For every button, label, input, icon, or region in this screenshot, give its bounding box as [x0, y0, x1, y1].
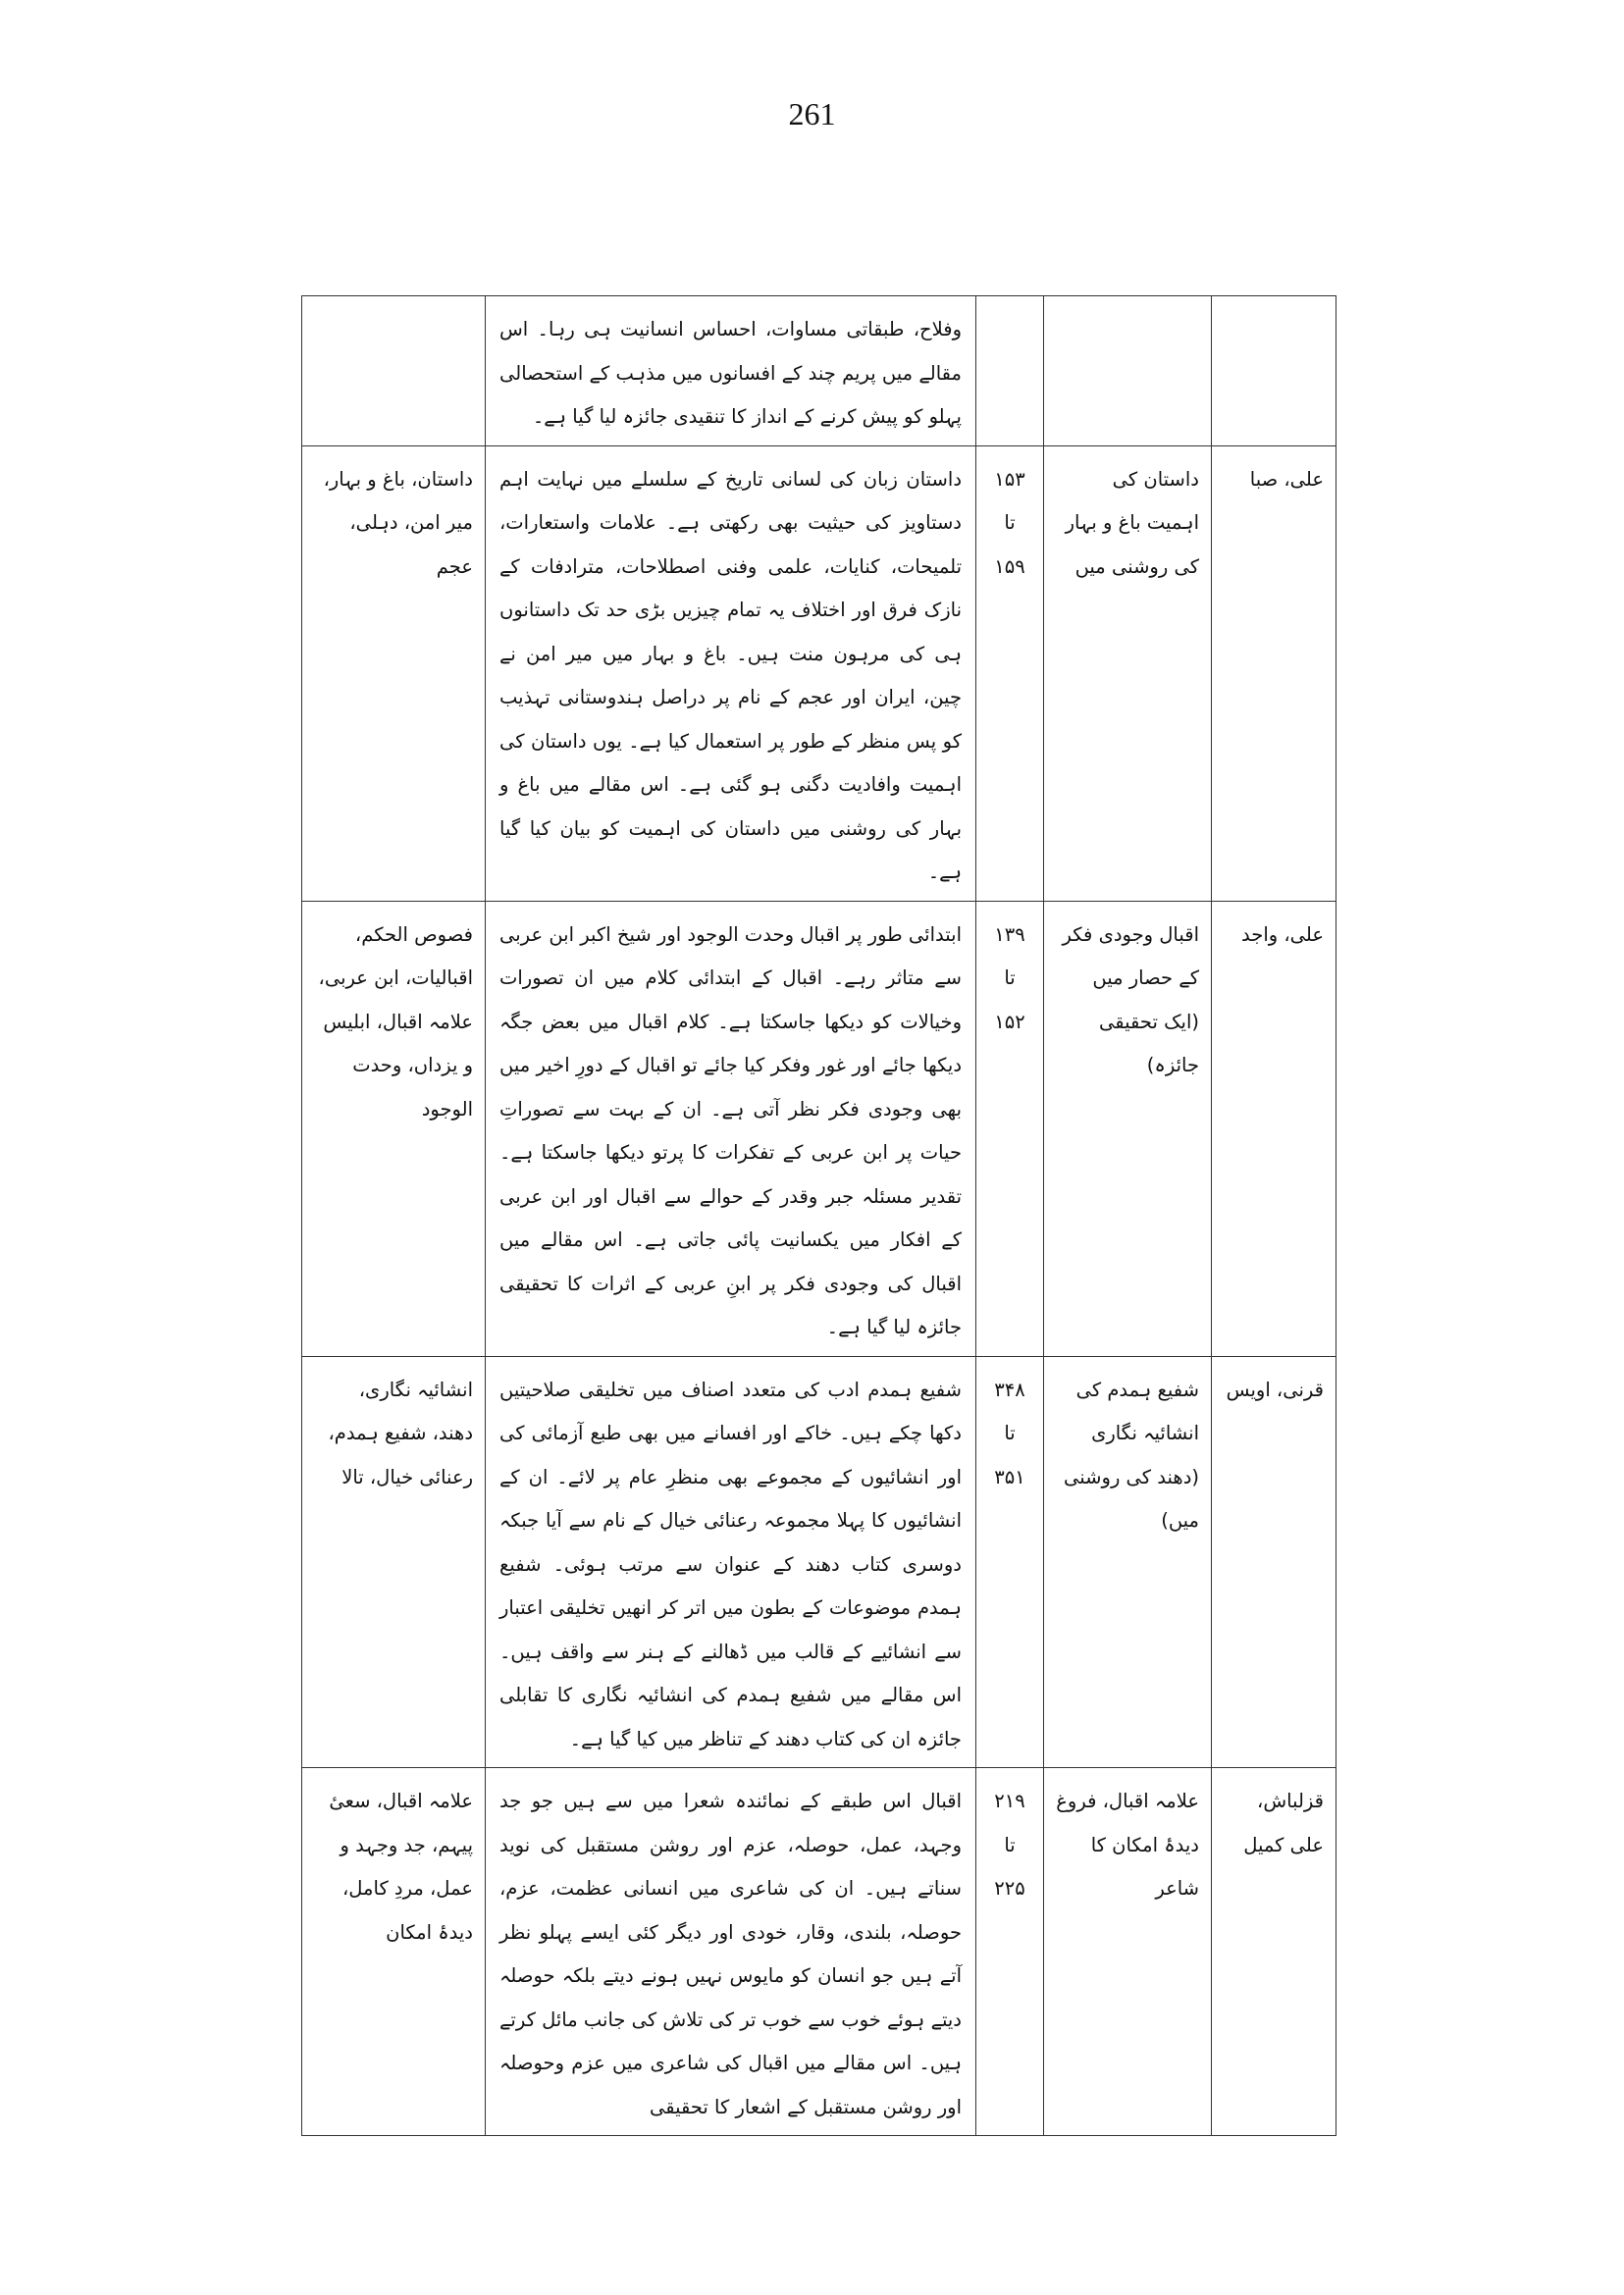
page-separator: تا — [1004, 1833, 1016, 1856]
table-row — [302, 901, 1336, 1356]
keywords-cell: فصوص الحکم، اقبالیات، ابن عربی، علامہ اقبال، ابلیس و یزداں، وحدت الوجود — [302, 901, 486, 1356]
summary-cell: اقبال اس طبقے کے نمائندہ شعرا میں سے ہیں جو جد وجہد، عمل، حوصلہ، عزم اور روشن مستقبل کی نوید سناتے ہیں۔ ان کی شاعری میں انسانی عظمت، عزم، حوصلہ، بلندی، وقار، خودی اور دیگر کئی ایسے پہلو نظر آتے ہیں جو انسان کو مایوس نہیں ہونے دیتے بلکہ حوصلہ دیتے ہوئے خوب سے خوب تر کی تلاش کی جانب مائل کرتے ہیں۔ اس مقالے میں اقبال کی شاعری میں عزم وحوصلہ اور روشن مستقبل کے اشعار کا تحقیقی — [486, 1768, 976, 2136]
title-cell: داستان کی اہمیت باغ و بہار کی روشنی میں — [1044, 445, 1212, 901]
table-row — [302, 445, 1336, 901]
page-end: ۲۲۵ — [994, 1877, 1025, 1900]
keywords-cell: انشائیہ نگاری، دھند، شفیع ہمدم، رعنائی خیال، تالا — [302, 1356, 486, 1768]
author-cell: علی، واجد — [1212, 901, 1336, 1356]
keywords-cell: علامہ اقبال، سعیٔ پیہم، جد وجہد و عمل، مردِ کامل، دیدۂ امکان — [302, 1768, 486, 2136]
pages-cell — [976, 1768, 1044, 2136]
page-number: 261 — [788, 96, 836, 131]
page-start: ۲۱۹ — [994, 1790, 1025, 1812]
page-end: ۱۵۲ — [994, 1010, 1025, 1033]
page-start: ۱۵۳ — [994, 467, 1025, 491]
table-row — [302, 1768, 1336, 2136]
summary-cell: شفیع ہمدم ادب کی متعدد اصناف میں تخلیقی صلاحیتیں دکھا چکے ہیں۔ خاکے اور افسانے میں بھی طبع آزمائی کی اور انشائیوں کے مجموعے بھی منظرِ عام پر لائے۔ ان کے انشائیوں کا پہلا مجموعہ رعنائی خیال کے نام سے آیا جبکہ دوسری کتاب دھند کے عنوان سے مرتب ہوئی۔ شفیع ہمدم موضوعات کے بطون میں اتر کر انھیں تخلیقی اعتبار سے انشائیے کے قالب میں ڈھالنے کے ہنر سے واقف ہیں۔ اس مقالے میں شفیع ہمدم کی انشائیہ نگاری کا تقابلی جائزہ ان کی کتاب دھند کے تناظر میں کیا گیا ہے۔ — [486, 1356, 976, 1768]
keywords-cell — [302, 296, 486, 446]
pages-cell — [976, 1356, 1044, 1768]
author-cell: علی، صبا — [1212, 445, 1336, 901]
title-cell: اقبال وجودی فکر کے حصار میں (ایک تحقیقی جائزہ) — [1044, 901, 1212, 1356]
pages-cell — [976, 445, 1044, 901]
title-cell — [1044, 296, 1212, 446]
keywords-cell: داستان، باغ و بہار، میر امن، دہلی، عجم — [302, 445, 486, 901]
page-start: ۳۴۸ — [994, 1378, 1025, 1401]
pages-cell — [976, 296, 1044, 446]
author-cell: قزلباش، علی کمیل — [1212, 1768, 1336, 2136]
table-row — [302, 296, 1336, 446]
summary-cell: وفلاح، طبقاتی مساوات، احساس انسانیت ہی رہا۔ اس مقالے میں پریم چند کے افسانوں میں مذہب کے استحصالی پہلو کو پیش کرنے کے انداز کا تنقیدی جائزہ لیا گیا ہے۔ — [486, 296, 976, 446]
title-cell: شفیع ہمدم کی انشائیہ نگاری (دھند کی روشنی میں) — [1044, 1356, 1212, 1768]
summary-cell: ابتدائی طور پر اقبال وحدت الوجود اور شیخ اکبر ابن عربی سے متاثر رہے۔ اقبال کے ابتدائی کلام میں ان تصورات وخیالات کو دیکھا جاسکتا ہے۔ کلام اقبال میں بعض جگہ دیکھا جائے اور غور وفکر کیا جائے تو اقبال کے دورِ اخیر میں بھی وجودی فکر نظر آتی ہے۔ ان کے بہت سے تصوراتِ حیات پر ابن عربی کے تفکرات کا پرتو دیکھا جاسکتا ہے۔ تقدیر مسئلہ جبر وقدر کے حوالے سے اقبال اور ابن عربی کے افکار میں یکسانیت پائی جاتی ہے۔ اس مقالے میں اقبال کی وجودی فکر پر ابنِ عربی کے اثرات کا تحقیقی جائزہ لیا گیا ہے۔ — [486, 901, 976, 1356]
page-end: ۱۵۹ — [994, 554, 1025, 578]
author-cell: قرنی، اویس — [1212, 1356, 1336, 1768]
author-cell — [1212, 296, 1336, 446]
summary-cell: داستان زبان کی لسانی تاریخ کے سلسلے میں نہایت اہم دستاویز کی حیثیت بھی رکھتی ہے۔ علامات واستعارات، تلمیحات، کنایات، علمی وفنی اصطلاحات، مترادفات کے نازک فرق اور اختلاف یہ تمام چیزیں بڑی حد تک داستانوں ہی کی مرہون منت ہیں۔ باغ و بہار میں میر امن نے چین، ایران اور عجم کے نام پر دراصل ہندوستانی تہذیب کو پس منظر کے طور پر استعمال کیا ہے۔ یوں داستان کی اہمیت وافادیت دگنی ہو گئی ہے۔ اس مقالے میں باغ و بہار کی روشنی میں داستان کی اہمیت کو بیان کیا گیا ہے۔ — [486, 445, 976, 901]
page-end: ۳۵۱ — [994, 1465, 1025, 1488]
table-row — [302, 1356, 1336, 1768]
page-start: ۱۳۹ — [994, 922, 1025, 946]
pages-cell — [976, 901, 1044, 1356]
page-separator: تا — [1004, 1422, 1016, 1444]
page-separator: تا — [1004, 966, 1016, 989]
page-separator: تا — [1004, 511, 1016, 534]
article-index-table — [301, 295, 1336, 2136]
title-cell: علامہ اقبال، فروغ دیدۂ امکان کا شاعر — [1044, 1768, 1212, 2136]
